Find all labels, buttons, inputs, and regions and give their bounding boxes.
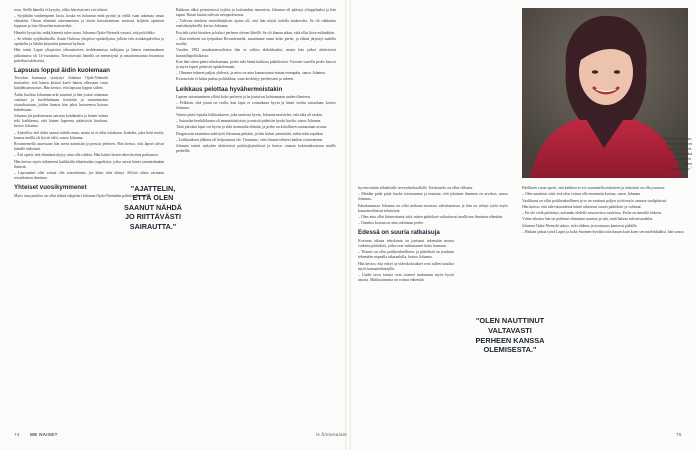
paragraph: – Lapsuuteni olisi voinut olla toisenlainen, jos äitini olisi elänyt. Silloin olisin varmaan toisenlainen ihminen.	[14, 171, 164, 181]
caption-line: Johanna sanoo,	[663, 136, 692, 141]
paragraph: Äidin kuoltua Johannan arki muuttui ja hän joutui ottamaan vastuuta ja huolehtimaan itsestään ja nuoremmista sisaruksistaan, joiden kanssa hän jakoi huoneensa kotona kahdestaan.	[14, 92, 108, 112]
paragraph: – Sairaalan henkilökunta oli ammattitaitoista ja meistä pidettiin hyvää huolta, sanoo Johanna.	[176, 118, 322, 123]
paragraph: Vuoden 1992 maakuntavaaleissa hän ei valittu ehdokkaaksi, mutta hän jatkoi aktiivisesti kunnallispolitiikassa.	[176, 48, 336, 58]
caption-line: tämäninen."	[670, 166, 692, 171]
paragraph: – Tilanne on ollut poikkeuksellinen, ja päätöksiä on jouduttu tekemään nopealla aikataululla, kertoo Johanna.	[358, 250, 454, 260]
subheading-lapsuus: Lapsuus loppui äidin kuolemaan	[14, 66, 110, 74]
paragraph: Johanna Ojala-Niemelä uskoo, että rohkeus ja avoimuus kantavat pitkälle.	[522, 223, 638, 228]
paragraph: – Olen aina ollut kiinnostunut siitä, miten päätökset vaikuttavat tavallisten ihmisten elämään.	[358, 215, 503, 220]
paragraph: Hän kertoo myös nähneensä kaikkialla elämässään tragedioita, jotka saivat hänet ymmärtämään ihmisiä.	[14, 159, 164, 169]
paragraph: Lapsen sairastuminen yllätti koko perheen ja he joutuivat kohtaamaan uuden tilanteen.	[176, 95, 311, 100]
footer-page-number-left: 74	[14, 432, 20, 437]
paragraph: Edellinen vuosi opetti, että kaikkea ei voi suunnitella etukäteen ja tärkeintä on olla joustava.	[522, 186, 666, 190]
caption-line: Olen	[683, 161, 692, 166]
paragraph: Tänä päivänä lapsi voi hyvin ja elää normaalia elämää, ja perhe on kiitollinen saamastaan avusta.	[176, 125, 328, 130]
paragraph: – Leikkauksen jälkeen oli helpottunut olo. Tiesimme, että olimme tehneet kaiken voitavamme.	[176, 137, 324, 142]
paragraph: Hän toimi Lapin yliopiston oikeustieteen tiedekunnassa tutkijana ja hänen ensimmäinen julkaisunsa oli 14-vuotiaana. Toivottavasti hänellä on menestystä ja ansaitsemaansa huomiota palvelun tuloksesta.	[14, 48, 164, 63]
quote-line: OLEMISESTA."	[483, 345, 537, 355]
article-column-4	[522, 186, 688, 430]
paragraph: Kotona hän ei halua puhua politiikkaa, vaan keskittyy perheeseen ja arkeen.	[176, 77, 295, 82]
caption-line: asiallinen.	[674, 156, 692, 161]
caption-line: "Olen aika	[673, 151, 692, 156]
quote-line: ETTÄ OLEN	[132, 193, 174, 203]
article-column-3	[358, 186, 508, 430]
paragraph: – Haluan jatkaa työtä Lapin ja koko Suomen hyväksi niin kauan kuin koen sen mielekkääksi, hän sanoo.	[522, 229, 685, 234]
article-column-2	[176, 8, 336, 428]
narrow-text-block	[358, 239, 454, 283]
subheading-leikkaus: Leikkaus pelottaa hyvähermoistakin	[176, 85, 283, 93]
quote-line: SAANUT NÄHDÄ	[124, 202, 182, 212]
paragraph: Rovaniemellä asuessaan hän meni naimisiin ja perusti perheen. Hän kertoo, että lapset olivat hänelle tärkeintä.	[14, 142, 164, 152]
paragraph: Kun hän sitten pääsi eduskuntaan, perhe tuki häntä kaikissa päätöksissä. Vuosien varrella perhe kasvoi ja myös lapset pääsivät opiskelemaan.	[176, 59, 336, 69]
eye-left	[592, 70, 598, 74]
paragraph: – Uudet tavat toimia ovat tuoneet mukanaan myös hyviä asioita. Matkustamista on voinut vähentää.	[358, 273, 454, 283]
paragraph: Esa teki työtä kiertäen ja halusi perheen olevan lähellä. Se oli ihanaa aikaa, eikä ollut kiire mihinkään.	[176, 30, 335, 35]
quote-line: VALTAVASTI	[488, 325, 532, 335]
paragraph: Vaalikausi on ollut poikkeuksellinen ja se on vaatinut paljon työtä myös omassa vaalipiirissä.	[522, 198, 668, 203]
paragraph: Häneltä kysyttiin, mikä hänestä tulee isona. Johanna Ojala-Niemelä vastasi, että poliitikko.	[14, 30, 156, 35]
paragraph: – Äiti opetti, että elämässä täytyy aina olla rohkea. Hän halusi lasten tekevän aina parhaansa.	[14, 153, 159, 158]
paragraph: – Olen nauttinut siitä, että olen voinut olla enemmän kotona, sanoo Johanna.	[522, 192, 642, 197]
footer-page-number-right: 75	[676, 432, 682, 437]
paragraph: Viime aikoina hän on pohtinut elämänsä suuntaa ja sitä, mitä haluaa tulevaisuudelta.	[522, 217, 654, 222]
eye-right	[614, 70, 620, 74]
paragraph: Hän kertoo, että tulevaisuudessa häntä odottavat suuret päätökset ja valinnat.	[522, 204, 642, 209]
quote-line: SAIRAUTTA."	[129, 221, 177, 231]
paragraph: Eduskunnassa Johanna on ollut mukana monissa valiokunnissa ja hän on tehnyt työtä myös kansainvälisissä tehtävissä.	[358, 203, 508, 213]
paragraph: – Onneksi kotona on aina odottanut perhe.	[358, 221, 425, 226]
quote-line: "OLEN NAUTTINUT	[475, 316, 545, 325]
photo-caption	[648, 136, 692, 171]
paragraph: – En ole vielä päättänyt, asetunko ehdolle seuraavissa vaaleissa. Perhe on minulle tärkein.	[522, 211, 662, 216]
footer-magazine-name: ME NAISET	[30, 432, 58, 437]
footer-url: is.fi/menaiset	[316, 432, 348, 437]
paragraph: Koronan aikana eduskunta on joutunut tekemään monia vaikeita päätöksiä, jotka ovat vaikuttaneet koko kansaan.	[358, 238, 454, 248]
paragraph: – Meidän pitää pitää huolta toisistamme ja muistaa, että jokainen ihminen on arvokas, sanoo Johanna.	[358, 192, 508, 202]
paragraph: Johanna toimii nykyään aktiivisesti potilasjärjestöissä ja kertoo omasta kokemuksestaan muille perheille.	[176, 144, 336, 154]
paragraph: – Pelkäsin, että jotain on vialla, kun lapsi ei voinutkaan hyvin ja hänet vietiin sairaalaan, kertoo Johanna.	[176, 101, 336, 111]
paragraph: – Tulevan mieheni ensisilmäyksen ajatus oli, että hän näytti todella mukavalta. Se oli rakkautta ensisilmäyksellä, kertoo Johanna.	[176, 19, 336, 29]
paragraph: – Syrjähdin vanhempieni luota, koska en halunnut enää pyöriä ja elellä vaan rakentaa omaa elämääni. Oman elämäni rakentamisen ja itseni kasvattamisen ansiosta kuljetin opintoni loppuun ja luin filosofian maisteriksi.	[14, 14, 164, 29]
paragraph: Rakkaus alkoi perinteisesti tyyliin ja kotiseudun tansseista. Johanna oli päässyt ylioppilaaksi ja hän tapasi Tiinan kautta tulevan aviopuolisonsa.	[176, 8, 336, 18]
paragraph: – Olemme tehneet paljon yhdessä, ja mies on aina kannustanut minua eteenpäin, sanoo Johanna.	[176, 71, 326, 76]
paragraph: Diagnoosin saaminen mietitytti Johannaa pitkään, ja hän halusi ymmärtää, miksi näin tapahtui.	[176, 131, 324, 136]
paragraph: – Kun mieheni sai työpaikan Rovaniemeltä, muutimme sinne koko perhe, ja elämä järjestyi uudella tavalla.	[176, 37, 336, 47]
quote-line: JO RIITTÄVÄSTI	[125, 212, 181, 222]
paragraph: – Se tehtiin syrjäkulmalla. Asuin Oulussa yliopisto-opiskelijana, jolloin tein asiakaspalvelua ja opiskelin ja lähdin käymään pienessä kylässä.	[14, 37, 164, 47]
subheading-yhteiset: Yhteiset vuosikymmenet	[14, 184, 87, 192]
paragraph: Varttui pääsi lopulta leikkaukseen, joka onnistui hyvin. Johanna muistelee, että aika oli raskas.	[176, 112, 323, 117]
paragraph: Johanna jäi pudotessaan sairasta kohdatuksi ja hänen isänsä teki kaikkensa, että hänen lapsensa pääsisivät kouluun, kertoo Johanna.	[14, 114, 108, 129]
paragraph: – Ajatteliin, että äidin saanut nähdä omaa, mutta se ei ollut tottakaan. Isoäidin, joka hoiti meitä, kanssa meillä oli hyvät välit, sanoo Johanna.	[14, 130, 164, 140]
subheading-edessa: Edessä on suuria ratkaisuja	[358, 229, 440, 237]
quote-line: "AJATTELIN,	[130, 184, 176, 193]
caption-line: että hänellä on	[665, 141, 692, 146]
paragraph: toon. Siellä häneltä ei kysytty, oliko hän maisteri vai tohtori.	[14, 8, 108, 12]
narrow-text-block	[14, 76, 108, 129]
paragraph: hyvinvointiin tähtäävälle terveydenhuollolle. Keskustelu on ollut vilkasta.	[358, 186, 474, 190]
paragraph: Myös oma puoliso on ollut tärkeä tukipilari Johanna Ojala-Niemelän poliittisella uralla.	[14, 193, 151, 198]
page-gutter	[345, 0, 351, 450]
caption-line: hyvät hermot.	[667, 146, 692, 151]
quote-line: PERHEEN KANSSA	[475, 335, 545, 345]
paragraph: Hän kertoo, että etätyö ja videokokoukset ovat tulleet tutuiksi myös kansanedustajille.	[358, 261, 454, 271]
paragraph: Tervolan kunnassa syntynyt Johanna Ojala-Niemelä muistelee, että hänen äitinsä kuoli hänen ollessaan vasta kahdeksanvuotias. Hän kertoo, että lapsuus loppui siihen.	[14, 76, 108, 91]
